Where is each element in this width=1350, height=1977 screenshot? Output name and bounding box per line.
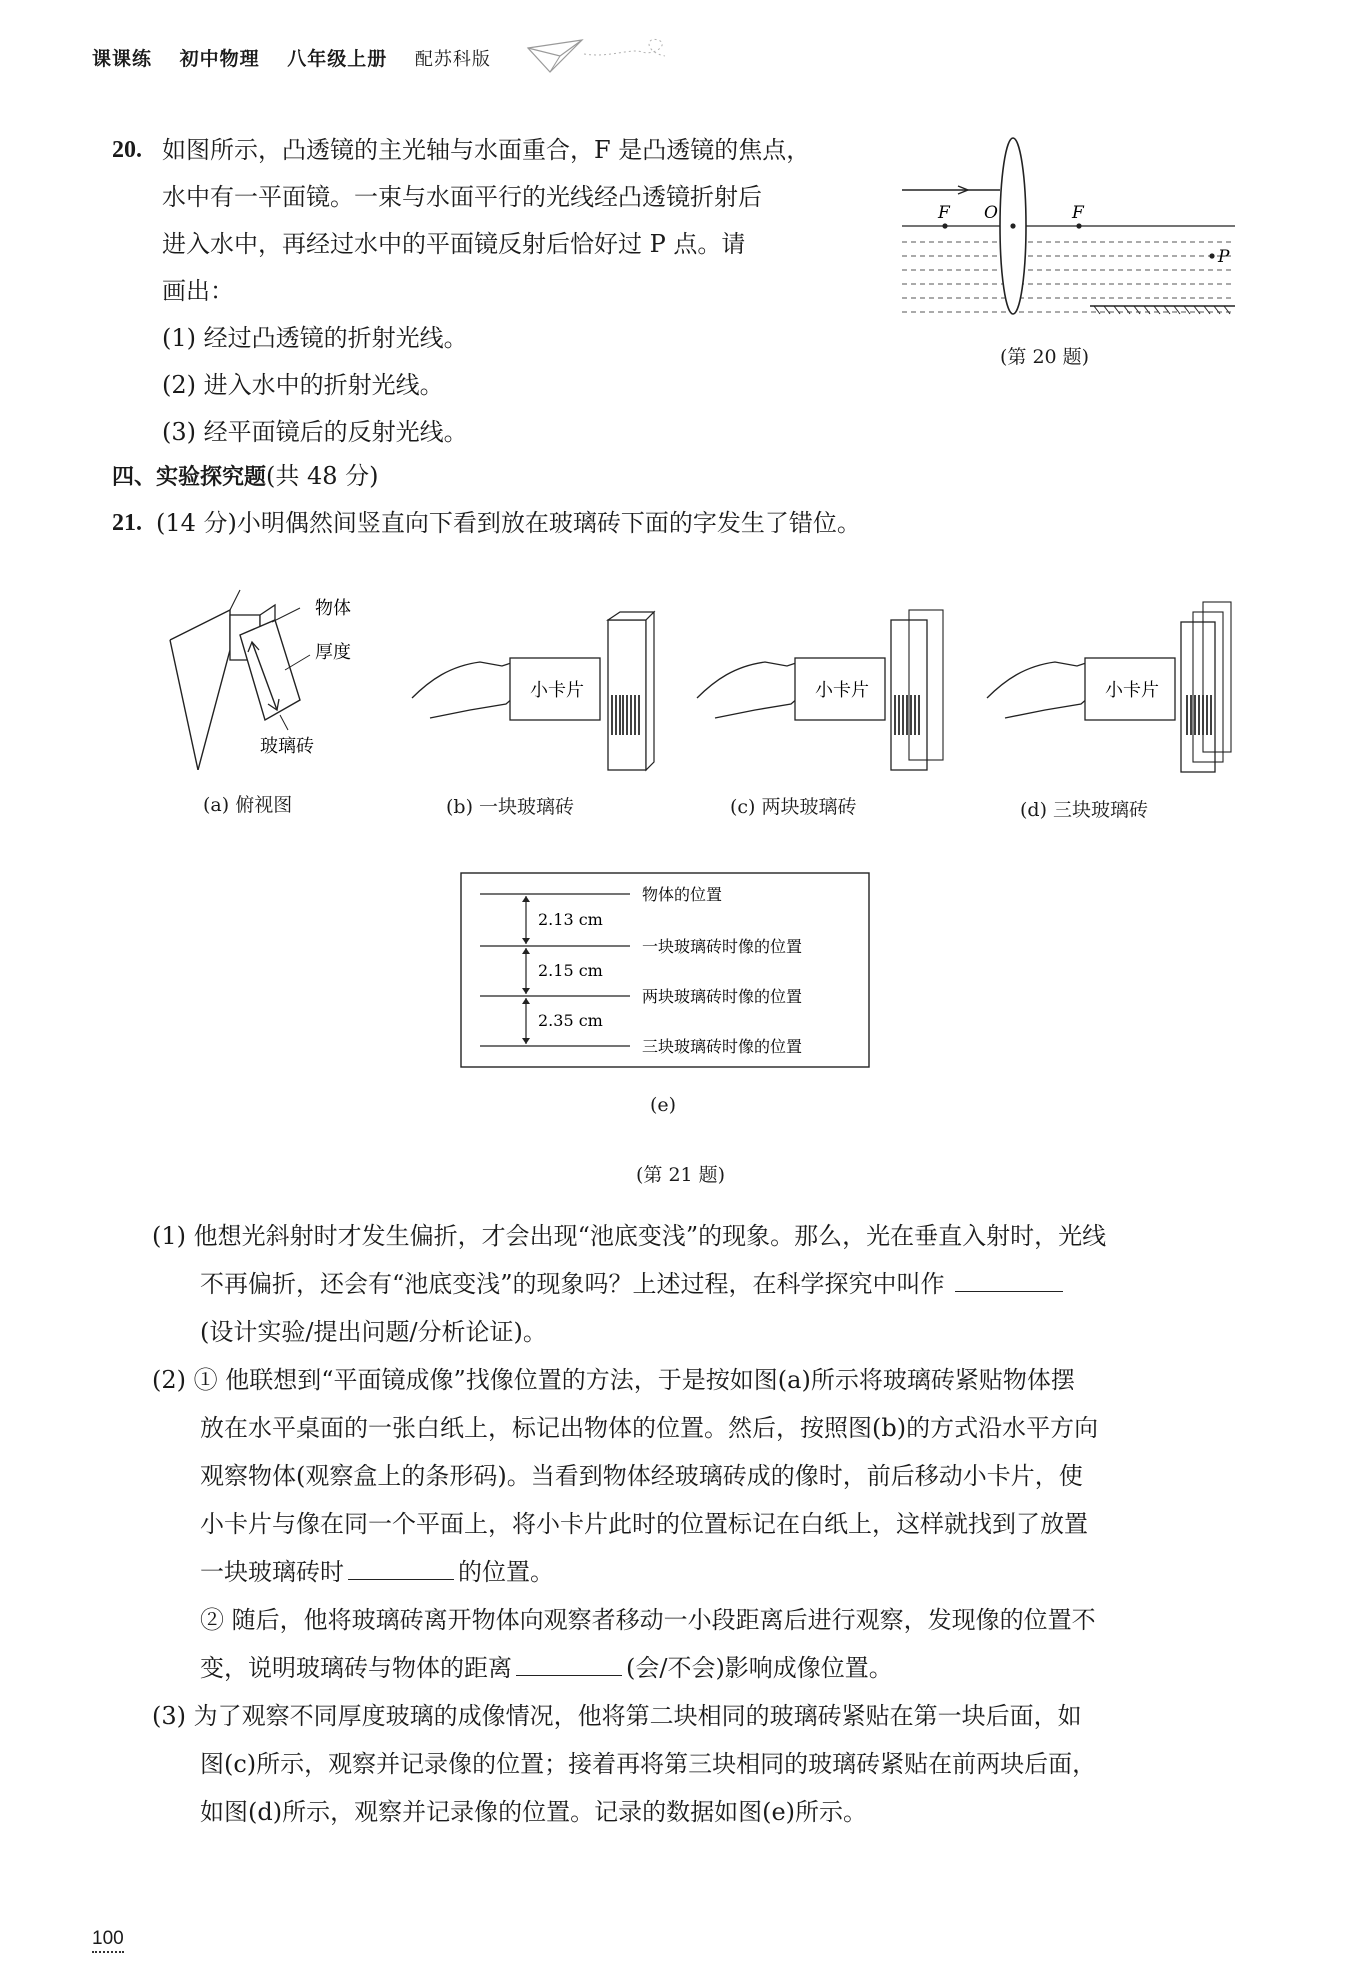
- distance-1: 2.13 cm: [538, 910, 603, 929]
- q20-item-2: (2) 进入水中的折射光线。: [162, 371, 444, 399]
- label-object: 物体: [315, 598, 351, 619]
- label-o: O: [984, 203, 998, 223]
- label-thickness: 厚度: [315, 642, 351, 663]
- p1-line-1: (1) 他想光斜射时才发生偏折，才会出现“池底变浅”的现象。那么，光在垂直入射时，光线: [152, 1222, 1107, 1250]
- p2-line-5-after: 的位置。: [458, 1558, 554, 1586]
- p2-line-7-after: (会/不会)影响成像位置。: [626, 1654, 893, 1682]
- p2-line-7: [200, 1654, 893, 1683]
- point-p: [1209, 253, 1214, 258]
- label-p: P: [1218, 247, 1230, 267]
- distance-3: 2.35 cm: [538, 1011, 603, 1030]
- grade: 八年级上册: [287, 48, 388, 70]
- p1-line-2-text: 不再偏折，还会有“池底变浅”的现象吗？上述过程，在科学探究中叫作: [200, 1270, 945, 1298]
- row-label-object: 物体的位置: [642, 885, 723, 904]
- q20-line-2: 水中有一平面镜。一束与水面平行的光线经凸透镜折射后: [162, 183, 762, 211]
- p2-line-7-before: 变，说明玻璃砖与物体的距离: [200, 1654, 512, 1682]
- distance-2: 2.15 cm: [538, 961, 603, 980]
- fig-a-caption: (a) 俯视图: [203, 794, 293, 816]
- hand-icon: [987, 660, 1101, 718]
- q21-intro: (14 分)小明偶然间竖直向下看到放在玻璃砖下面的字发生了错位。: [156, 509, 861, 537]
- answer-blank-2[interactable]: [348, 1578, 454, 1580]
- p2-line-5-before: 一块玻璃砖时: [200, 1558, 344, 1586]
- p1-line-3: (设计实验/提出问题/分析论证)。: [200, 1318, 547, 1346]
- q21-figure-caption: (第 21 题): [636, 1164, 726, 1186]
- fig-d-caption: (d) 三块玻璃砖: [1020, 799, 1149, 821]
- barcode-icon: [895, 695, 919, 735]
- book-name: 课课练: [92, 48, 153, 70]
- fig-e-positions: [460, 872, 870, 1068]
- q20-line-3: 进入水中，再经过水中的平面镜反射后恰好过 P 点。请: [162, 230, 746, 258]
- glass-brick-1: [1181, 622, 1215, 772]
- q20-number: 20.: [112, 137, 142, 163]
- card-label: 小卡片: [815, 680, 869, 701]
- p1-line-2: [200, 1270, 1063, 1299]
- p2-line-2: 放在水平桌面的一张白纸上，标记出物体的位置。然后，按照图(b)的方式沿水平方向: [200, 1414, 1099, 1442]
- fig-c-two-bricks: [695, 600, 945, 780]
- row-label-two: 两块玻璃砖时像的位置: [642, 987, 803, 1006]
- q20-lens-figure: [900, 130, 1240, 330]
- fig-b-caption: (b) 一块玻璃砖: [446, 796, 575, 818]
- answer-blank-3[interactable]: [516, 1674, 622, 1676]
- p2-line-4: 小卡片与像在同一个平面上，将小卡片此时的位置标记在白纸上，这样就找到了放置: [200, 1510, 1088, 1538]
- q20-item-3: (3) 经平面镜后的反射光线。: [162, 418, 468, 446]
- optical-center: [1010, 223, 1015, 228]
- p3-line-1: (3) 为了观察不同厚度玻璃的成像情况，他将第二块相同的玻璃砖紧贴在第一块后面，如: [152, 1702, 1082, 1730]
- mirror-hatching: [1094, 306, 1230, 314]
- label-brick: 玻璃砖: [260, 736, 314, 757]
- focus-point-right: [1076, 223, 1081, 228]
- q20-item-1: (1) 经过凸透镜的折射光线。: [162, 324, 468, 352]
- fig-a-top-view: [160, 580, 400, 770]
- section4-title: 四、实验探究题: [112, 465, 267, 490]
- fig-c-caption: (c) 两块玻璃砖: [730, 796, 857, 818]
- edition: 配苏科版: [414, 49, 491, 70]
- row-label-three: 三块玻璃砖时像的位置: [642, 1037, 803, 1056]
- focus-point-left: [942, 223, 947, 228]
- page-header: [92, 44, 511, 71]
- hand-icon: [697, 660, 811, 718]
- p2-line-1: (2) ① 他联想到“平面镜成像”找像位置的方法，于是按如图(a)所示将玻璃砖紧贴物体摆: [152, 1366, 1075, 1394]
- label-f-right: F: [1072, 203, 1084, 223]
- q20-line-1: 如图所示，凸透镜的主光轴与水面重合，F 是凸透镜的焦点，: [162, 136, 811, 164]
- q20-line-4: 画出：: [162, 277, 234, 305]
- p2-line-6: ② 随后，他将玻璃砖离开物体向观察者移动一小段距离后进行观察，发现像的位置不: [200, 1606, 1096, 1634]
- label-f-left: F: [938, 203, 950, 223]
- hand-icon: [412, 660, 526, 718]
- p2-line-3: 观察物体(观察盒上的条形码)。当看到物体经玻璃砖成的像时，前后移动小卡片，使: [200, 1462, 1083, 1490]
- paper-plane-icon: [520, 34, 680, 78]
- q21-number: 21.: [112, 510, 142, 536]
- page-number: 100: [92, 1928, 124, 1953]
- fig-d-three-bricks: [985, 600, 1235, 780]
- section4-heading: [112, 462, 379, 491]
- p3-line-2: 图(c)所示，观察并记录像的位置；接着再将第三块相同的玻璃砖紧贴在前两块后面，: [200, 1750, 1097, 1778]
- q20-caption: (第 20 题): [1000, 346, 1090, 368]
- section4-score: (共 48 分): [266, 462, 379, 490]
- card-label: 小卡片: [530, 680, 584, 701]
- barcode-icon: [1187, 695, 1211, 735]
- water-lines: [902, 242, 1235, 312]
- row-label-one: 一块玻璃砖时像的位置: [642, 937, 803, 956]
- fig-b-one-brick: [410, 600, 660, 780]
- p2-line-5: [200, 1558, 554, 1587]
- p3-line-3: 如图(d)所示，观察并记录像的位置。记录的数据如图(e)所示。: [200, 1798, 868, 1826]
- fig-e-caption: (e): [650, 1094, 677, 1116]
- answer-blank-1[interactable]: [955, 1290, 1063, 1292]
- card-label: 小卡片: [1105, 680, 1159, 701]
- subject: 初中物理: [179, 48, 260, 70]
